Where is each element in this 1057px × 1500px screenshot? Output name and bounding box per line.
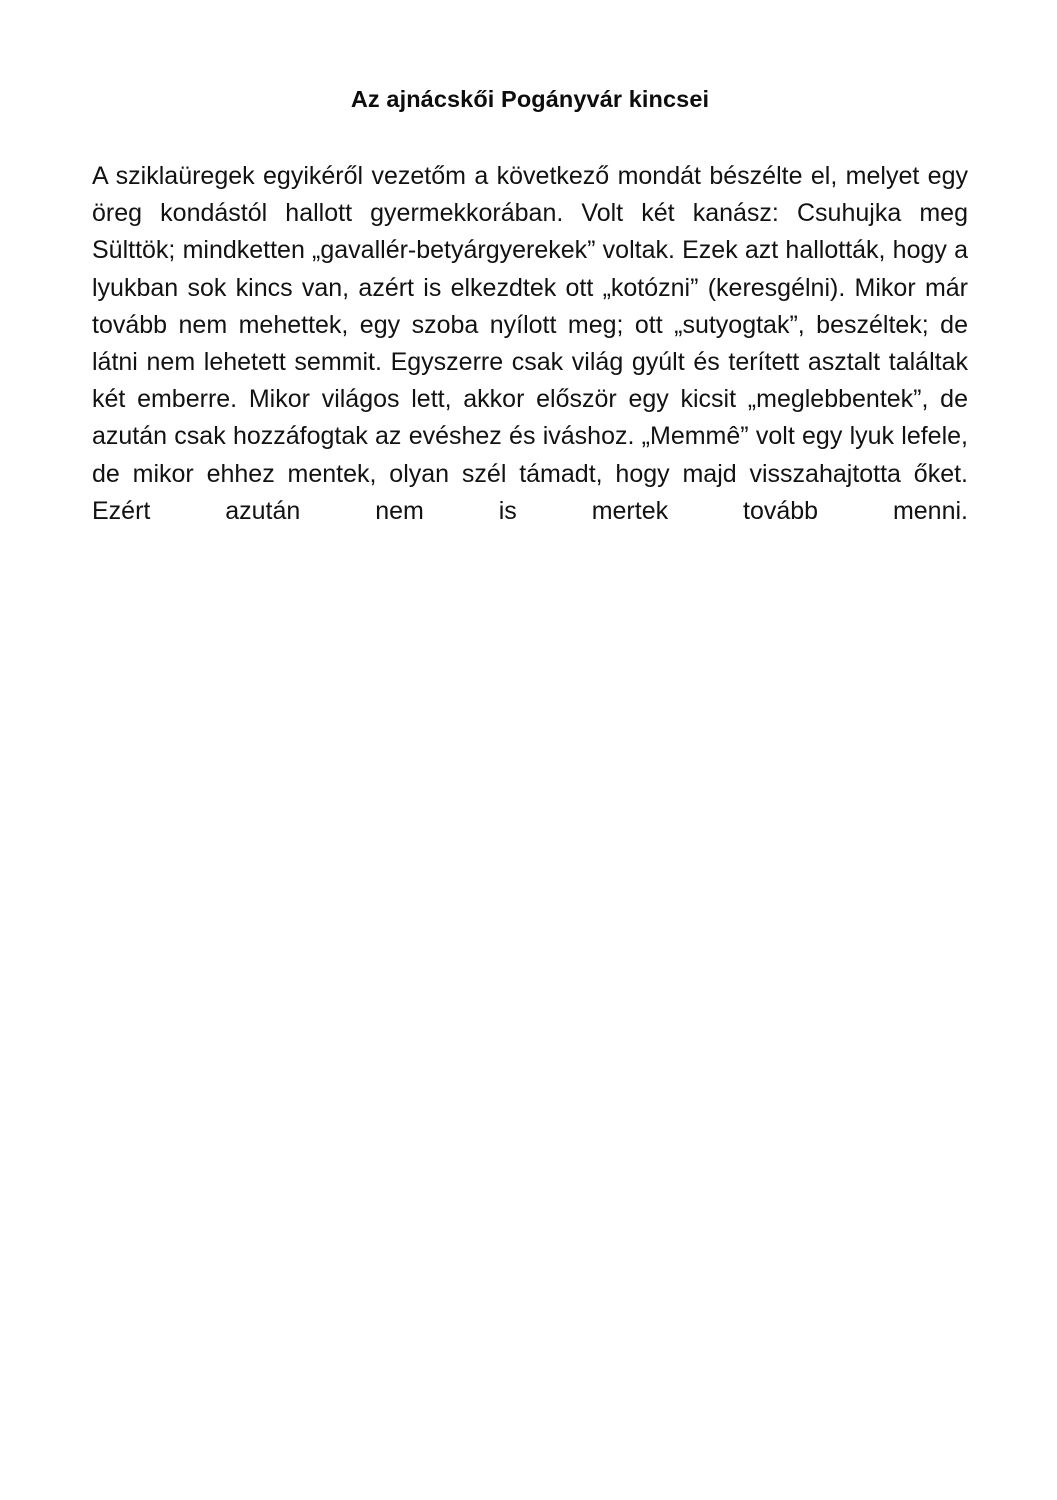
title-body-spacer: [92, 114, 968, 158]
body-paragraph: A sziklaüregek egyikéről vezetőm a következő mondát bészélte el, melyet egy öreg kondástól hallott gyermekkorában. Volt két kanász: Csuhujka meg Sülttök; mindketten „gavallér-betyárgyerekek” voltak. Ezek azt hallották, hogy a lyukban sok kincs van, azért is elkezdtek ott „kotózni” (keresgélni). Mikor már tovább nem mehettek, egy szoba nyílott meg; ott „sutyogtak”, beszéltek; de látni nem lehetett semmit. Egyszerre csak világ gyúlt és terített asztalt találtak két emberre. Mikor világos lett, akkor először egy kicsit „meglebbentek”, de azután csak hozzáfogtak az evéshez és iváshoz. „Memmê” volt egy lyuk lefele, de mikor ehhez mentek, olyan szél támadt, hogy majd visszahajtotta őket. Ezért azután nem is mertek tovább menni.: [92, 162, 968, 525]
page-title: Az ajnácskői Pogányvár kincsei: [350, 86, 710, 112]
document-content: [92, 84, 968, 567]
